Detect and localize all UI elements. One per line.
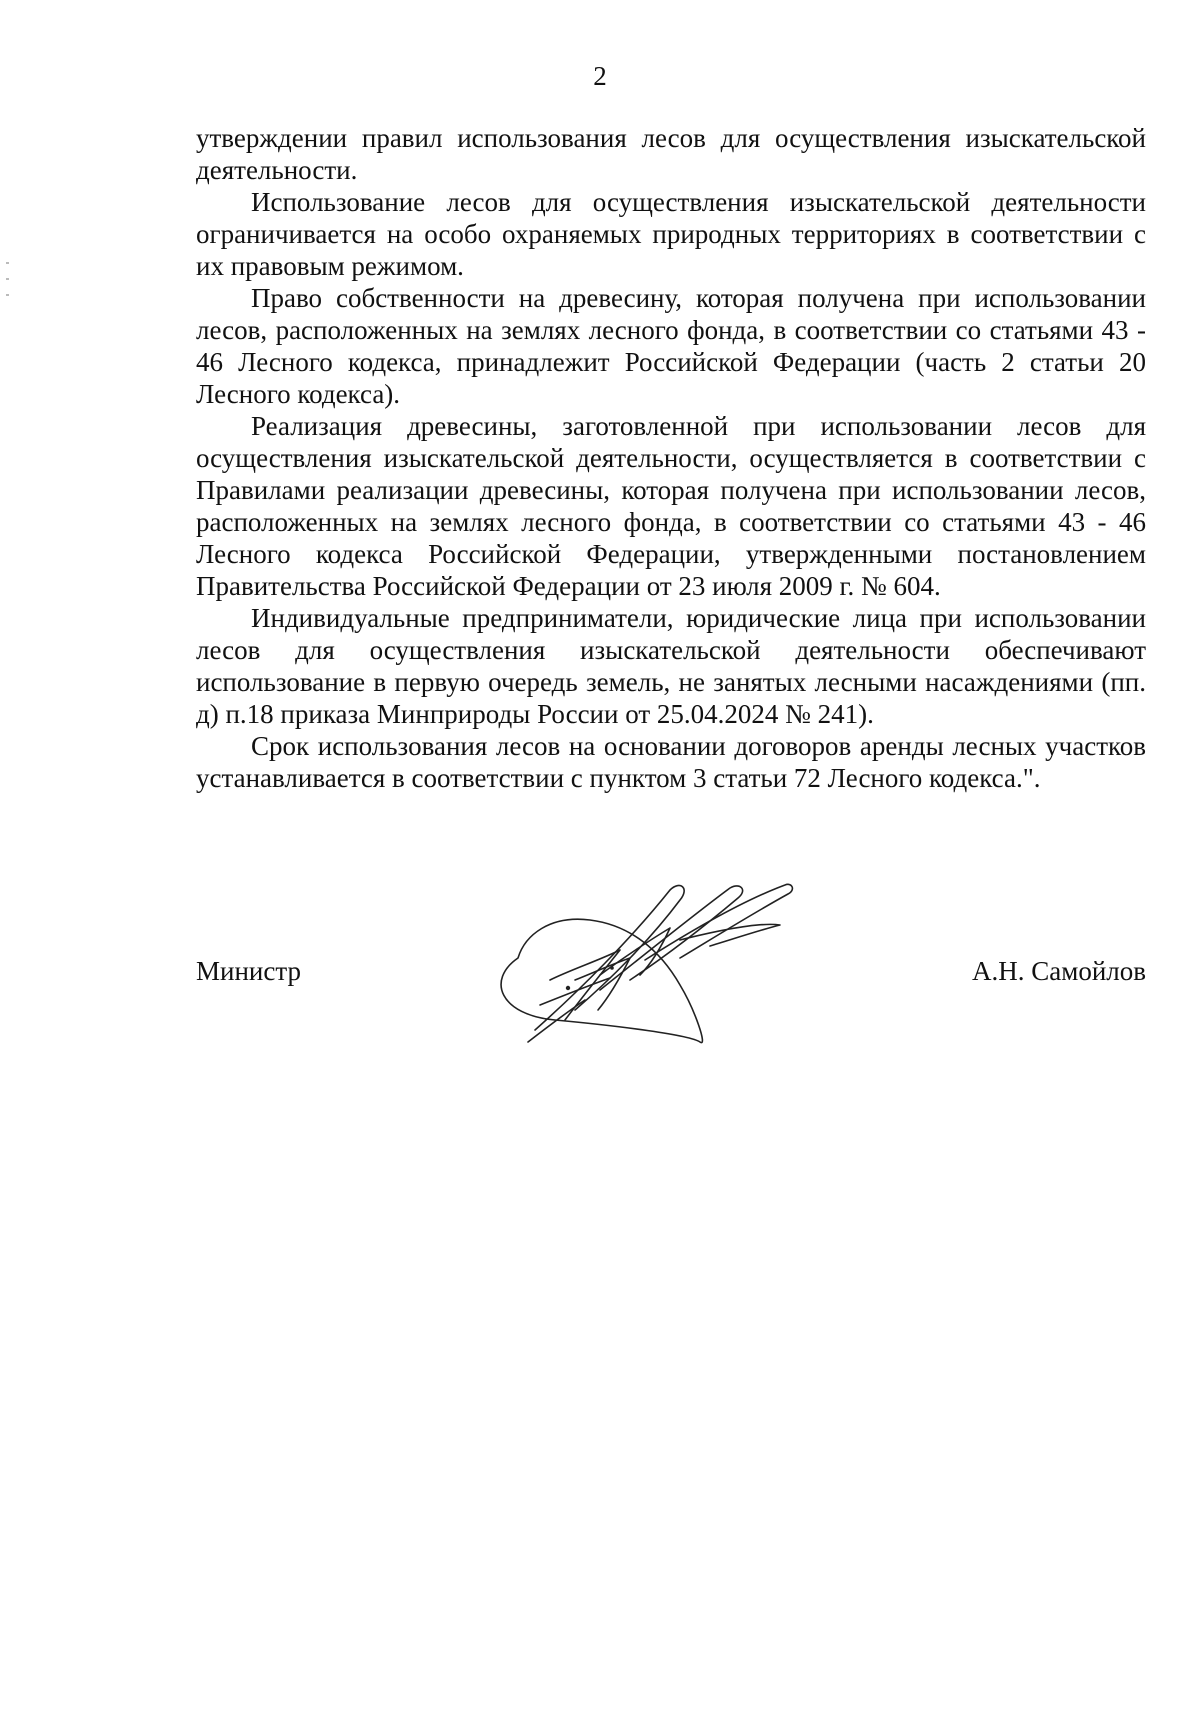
- paragraph-restriction: Использование лесов для осуществления изыскательской деятельности ограничивается на особо охраняемых природных территориях в соответствии с их правовым режимом.: [196, 187, 1146, 281]
- page-number: 2: [593, 61, 607, 91]
- paragraph-lease-term: Срок использования лесов на основании договоров аренды лесных участков устанавливается в соответствии с пунктом 3 статьи 72 Лесного кодекса.".: [196, 731, 1146, 793]
- signer-name: А.Н. Самойлов: [972, 956, 1146, 986]
- scan-edge-mark: [6, 262, 9, 264]
- handwritten-signature: [480, 880, 860, 1100]
- scan-edge-mark: [6, 294, 9, 296]
- paragraph-ownership: Право собственности на древесину, которая получена при использовании лесов, расположенных на землях лесного фонда, в соответствии со статьями 43 - 46 Лесного кодекса, принадлежит Российской Федерации (часть 2 статьи 20 Лесного кодекса).: [196, 283, 1146, 409]
- paragraph-continuation: утверждении правил использования лесов для осуществления изыскательской деятельности.: [196, 123, 1146, 185]
- paragraph-land-use: Индивидуальные предприниматели, юридические лица при использовании лесов для осуществления изыскательской деятельности обеспечивают использование в первую очередь земель, не занятых лесными насаждениями (пп. д) п.18 приказа Минприроды России от 25.04.2024 № 241).: [196, 603, 1146, 729]
- signer-position: Министр: [196, 956, 301, 986]
- scan-edge-mark: [6, 278, 9, 280]
- paragraph-timber-sale: Реализация древесины, заготовленной при использовании лесов для осуществления изыскательской деятельности, осуществляется в соответствии с Правилами реализации древесины, которая получена при использовании лесов, расположенных на землях лесного фонда, в соответствии со статьями 43 - 46 Лесного кодекса Российской Федерации, утвержденными постановлением Правительства Российской Федерации от 23 июля 2009 г. № 604.: [196, 411, 1146, 601]
- document-body: [196, 122, 1146, 794]
